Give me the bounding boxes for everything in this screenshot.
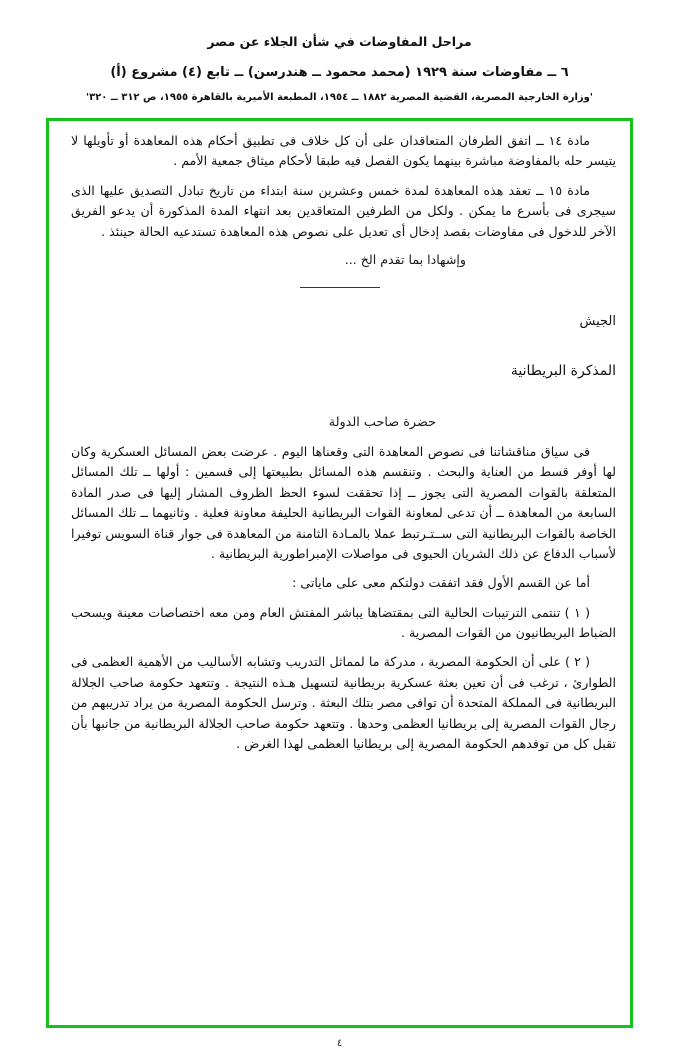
header-title-line-1: مراحل المفاوضات في شأن الجلاء عن مصر (207, 34, 472, 49)
page-header (0, 0, 679, 103)
header-title-line-2: ٦ ــ مفاوضات سنة ١٩٢٩ (محمد محمود ــ هندرسن) ــ تابع (٤) مشروع (أ) (110, 65, 569, 80)
memo-paragraph-2: أما عن القسم الأول فقد اتفقت دولتكم معى على ماياتى : (292, 575, 590, 591)
memo-paragraph-1: فى سياق مناقشاتنا فى نصوص المعاهدة التى وقعناها اليوم . عرضت بعض المسائل العسكرية وكان لها أوفر قسط من العناية والبحث . وتنقسم هذه المسائل بطبيعتها إلى قسمين : أولها ــ تلك المسائل المتعلقة بالقوات المصرية التى يجوز ــ إذا تحققت لسوء الحظ الظروف المشار إليها فى صدر المادة السابعة من المعاهدة ــ أن تدعى لمعاونة القوات البريطانية الحليفة معاونة فعلية . وثانيهما ــ تلك المسائل الخاصة بالقوات البريطانية التى ســتـرتبط عملا بالمـادة الثامنة من المعاهدة فى جوار قناة السويس توفيرا لأسباب الدفاع عن ذلك الشريان الحيوى فى مواصلات الإمبراطورية البريطانية . (71, 443, 616, 561)
section-title-army: الجيش (579, 313, 616, 329)
closing-line: وإشهادا بما تقدم الخ ... (344, 251, 466, 267)
salutation-line: حضرة صاحب الدولة (328, 414, 436, 430)
page-number: ٤ (336, 1038, 343, 1049)
article-15-paragraph: مادة ١٥ ــ تعقد هذه المعاهدة لمدة خمس وعشرين سنة ابتداء من تاريخ تبادل التصديق عليها الذى سيجرى فى بأسرع ما يمكن . ولكل من الطرفين المتعاقدين بعد انتهاء المدة المذكورة أن يدعو الفريق الآخر للدخول فى مفاوضات بقصد إدخال أى تعديل على نصوص هذه المعاهدة تستدعيه الحالة حينئذ . (71, 182, 616, 239)
header-source-citation: 'وزارة الخارجية المصرية، القضية المصرية ١٨٨٢ ــ ١٩٥٤، المطبعة الأميرية بالقاهرة ١٩٥٥، ص ٣١٢ ــ ٣٢٠' (86, 92, 593, 103)
section-divider (300, 287, 380, 288)
memo-item-1: ( ١ ) تنتمى الترتيبات الحالية التى بمقتضاها يباشر المفتش العام ومن معه اختصاصات معينة ويسحب الضباط البريطانيون من القوات المصرية . (71, 604, 616, 641)
memo-item-2: ( ٢ ) على أن الحكومة المصرية ، مدركة ما لمماثل التدريب وتشابه الأساليب من الأهمية العظمى فى الطوارئ ، ترغب فى أن تعين بعثة عسكرية بريطانية لتسهيل هـذه النتيجة . وتتعهد حكومة صاحب الجلالة البريطانية فى المملكة المتحدة أن توافى مصر بتلك البعثة . وترسل الحكومة المصرية من يراد تدريبهم من رجال القوات المصرية إلى بريطانيا العظمى وحدها . وتتعهد حكومة صاحب الجلالة البريطانية من جانبها بأن تقبل كل من توفدهم الحكومة المصرية إلى بريطانيا العظمى لهذا الغرض . (71, 654, 616, 752)
document-body (63, 131, 616, 1017)
memo-body (63, 442, 616, 754)
green-border-frame (46, 118, 633, 1028)
article-14-paragraph: مادة ١٤ ــ اتفق الطرفان المتعاقدان على أن كل خلاف فى تطبيق أحكام هذه المعاهدة أو تأويلها لا يتيسر حله بالمفاوضة مباشرة بينهما يكون الفصل فيه طبقا لأحكام ميثاق جمعية الأمم . (71, 133, 616, 169)
section-title-british-memorandum: المذكرة البريطانية (510, 362, 616, 379)
